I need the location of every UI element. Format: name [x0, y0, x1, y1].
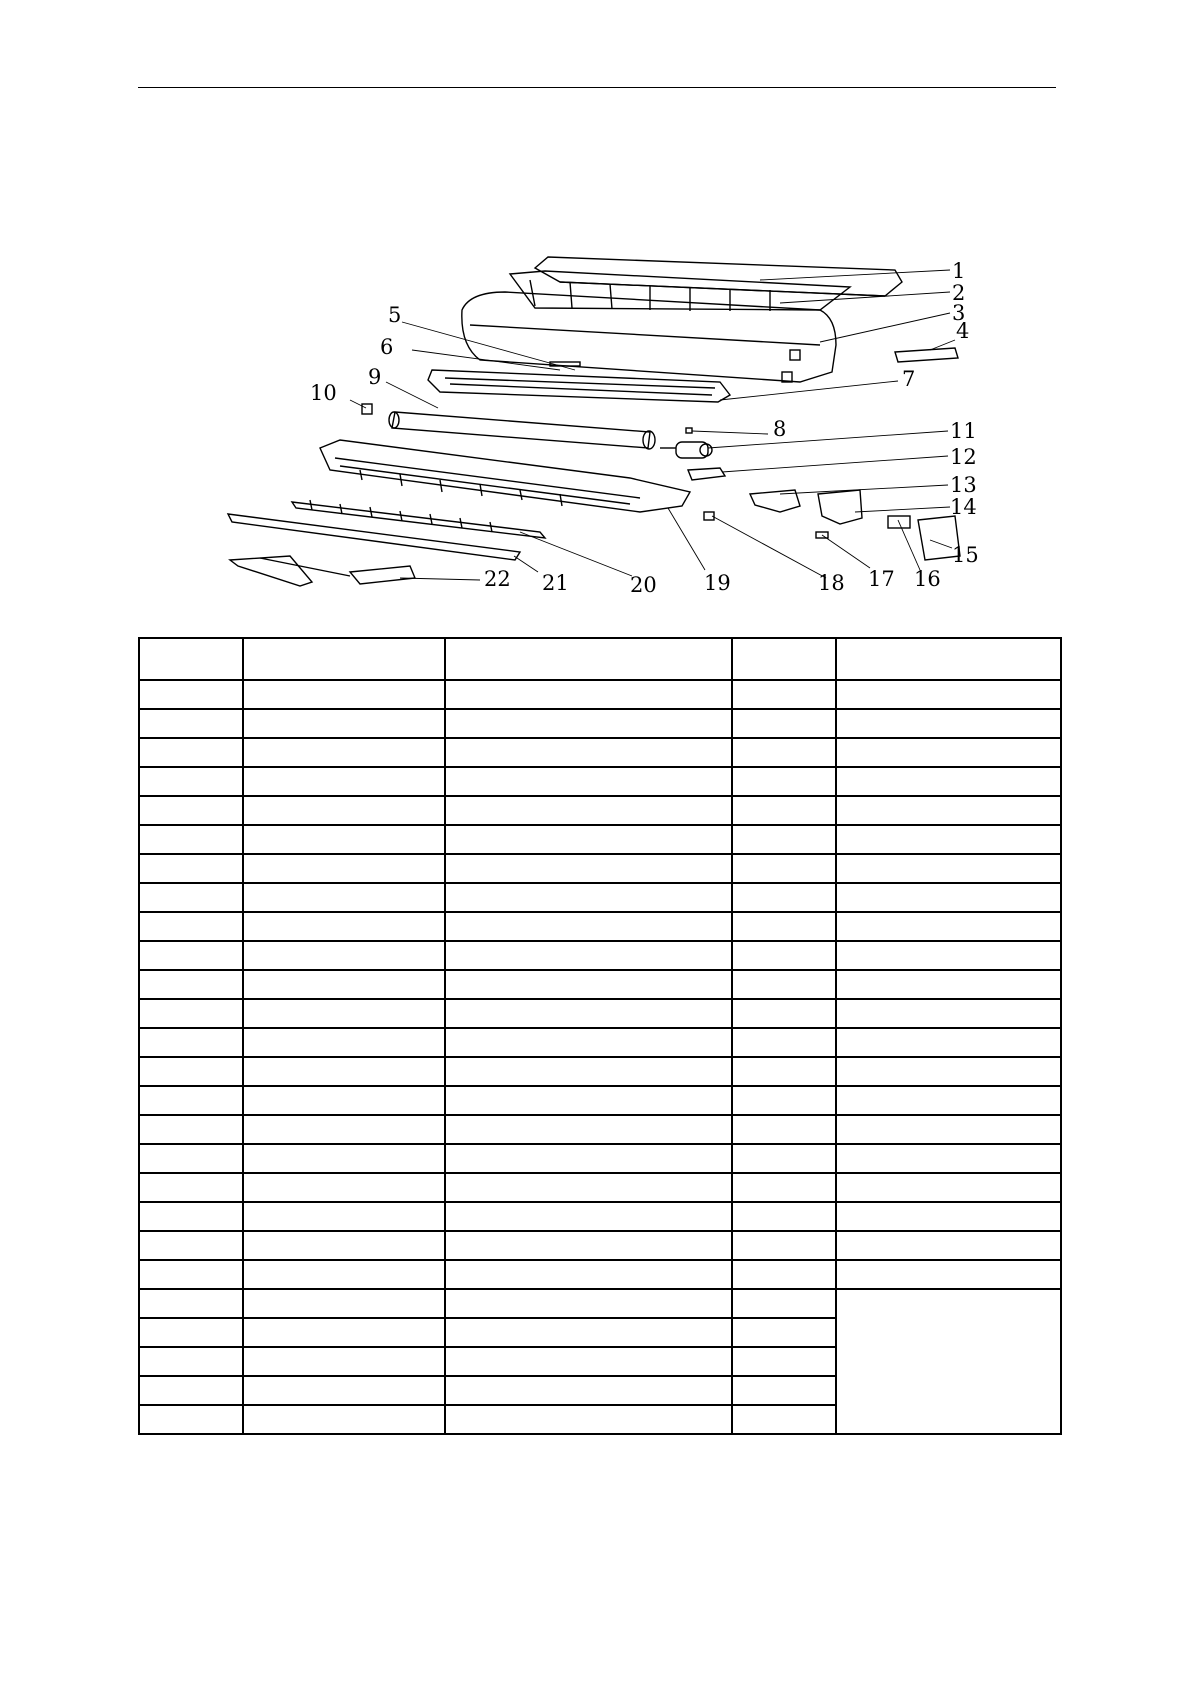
table-cell: [732, 883, 836, 912]
motor-clamp-part: [688, 468, 725, 480]
table-cell: [836, 1173, 1061, 1202]
table-cell: [445, 1028, 732, 1057]
table-cell: [139, 1376, 243, 1405]
table-cell: [243, 1376, 445, 1405]
table-cell: [445, 1318, 732, 1347]
table-cell: [139, 1028, 243, 1057]
table-cell: [243, 1144, 445, 1173]
table-cell: [732, 680, 836, 709]
callout-15: 15: [952, 543, 979, 567]
table-cell: [732, 1289, 836, 1318]
table-cell: [732, 854, 836, 883]
table-cell: [445, 1289, 732, 1318]
callout-11: 11: [950, 419, 977, 443]
table-cell: [445, 1405, 732, 1434]
callout-12: 12: [950, 445, 977, 469]
table-row: [139, 912, 1061, 941]
callout-3: 3: [952, 301, 966, 325]
table-cell: [732, 1173, 836, 1202]
callout-1: 1: [952, 259, 966, 283]
table-cell: [445, 1144, 732, 1173]
table-cell: [836, 999, 1061, 1028]
table-cell: [243, 680, 445, 709]
table-cell: [139, 1405, 243, 1434]
table-cell: [445, 1086, 732, 1115]
table-cell: [836, 680, 1061, 709]
table-cell: [139, 970, 243, 999]
table-cell: [243, 1231, 445, 1260]
table-row: [139, 1173, 1061, 1202]
table-cell: [243, 767, 445, 796]
table-row: [139, 1144, 1061, 1173]
table-cell: [243, 1173, 445, 1202]
table-cell: [732, 825, 836, 854]
table-cell: [836, 941, 1061, 970]
table-cell: [445, 767, 732, 796]
callout-21: 21: [542, 571, 569, 595]
table-cell: [732, 1405, 836, 1434]
table-cell: [732, 999, 836, 1028]
callout-9: 9: [368, 365, 382, 389]
table-cell: [836, 1028, 1061, 1057]
callout-6: 6: [380, 335, 394, 359]
table-cell: [836, 825, 1061, 854]
table-cell: [139, 825, 243, 854]
table-cell: [445, 1347, 732, 1376]
table-cell: [139, 1115, 243, 1144]
callout-4: 4: [956, 319, 970, 343]
table-cell: [139, 854, 243, 883]
table-cell: [732, 709, 836, 738]
leader-lines: [350, 270, 955, 580]
callout-13: 13: [950, 473, 977, 497]
callout-17: 17: [868, 567, 895, 591]
table-cell: [732, 970, 836, 999]
table-cell: [243, 1057, 445, 1086]
callout-8: 8: [773, 417, 787, 441]
table-cell: [836, 883, 1061, 912]
table-cell: [445, 738, 732, 767]
table-row: [139, 854, 1061, 883]
table-cell: [836, 796, 1061, 825]
callout-2: 2: [952, 281, 966, 305]
parts-list-table: [138, 637, 1062, 1435]
table-cell: [836, 854, 1061, 883]
table-cell: [445, 1115, 732, 1144]
table-cell: [139, 767, 243, 796]
table-cell: [445, 680, 732, 709]
table-cell: [445, 638, 732, 680]
table-cell: [139, 1260, 243, 1289]
evaporator-part: [428, 370, 730, 402]
table-cell: [139, 738, 243, 767]
table-row: [139, 767, 1061, 796]
cross-flow-fan-part: [389, 412, 655, 449]
table-cell: [243, 1347, 445, 1376]
table-row: [139, 883, 1061, 912]
table-cell: [732, 738, 836, 767]
table-row: [139, 1028, 1061, 1057]
table-row: [139, 709, 1061, 738]
table-cell: [732, 941, 836, 970]
electric-box-part: [818, 490, 862, 524]
table-cell: [243, 709, 445, 738]
table-cell: [836, 1289, 1061, 1434]
table-row: [139, 1231, 1061, 1260]
table-cell: [445, 999, 732, 1028]
table-cell: [732, 1260, 836, 1289]
table-cell: [732, 1028, 836, 1057]
callout-20: 20: [630, 573, 657, 597]
table-cell: [445, 796, 732, 825]
callout-5: 5: [388, 303, 402, 327]
table-row: [139, 1057, 1061, 1086]
table-row: [139, 680, 1061, 709]
table-cell: [732, 1376, 836, 1405]
table-row: [139, 1115, 1061, 1144]
fan-motor-part: [660, 442, 712, 458]
table-cell: [243, 941, 445, 970]
horizontal-louver-part: [228, 514, 520, 560]
table-cell: [836, 970, 1061, 999]
table-cell: [836, 912, 1061, 941]
table-cell: [445, 709, 732, 738]
table-cell: [139, 1202, 243, 1231]
table-cell: [139, 1144, 243, 1173]
table-cell: [139, 883, 243, 912]
table-cell: [836, 738, 1061, 767]
table-cell: [732, 638, 836, 680]
table-cell: [139, 912, 243, 941]
table-cell: [445, 1057, 732, 1086]
louver-part: [292, 500, 545, 538]
table-row: [139, 970, 1061, 999]
table-cell: [139, 1289, 243, 1318]
table-cell: [445, 912, 732, 941]
table-cell: [732, 1144, 836, 1173]
display-board-part: [895, 348, 958, 362]
table-cell: [445, 1231, 732, 1260]
table-cell: [243, 970, 445, 999]
table-cell: [732, 912, 836, 941]
table-cell: [243, 912, 445, 941]
front-case-part: [462, 292, 836, 382]
callout-14: 14: [950, 495, 977, 519]
table-row: [139, 738, 1061, 767]
table-header-row: [139, 638, 1061, 680]
table-cell: [836, 767, 1061, 796]
table-row: [139, 1086, 1061, 1115]
table-cell: [836, 1144, 1061, 1173]
table-cell: [836, 1260, 1061, 1289]
table-cell: [139, 1173, 243, 1202]
bearing-part: [362, 404, 372, 414]
table-cell: [139, 638, 243, 680]
table-cell: [139, 1231, 243, 1260]
table-cell: [243, 883, 445, 912]
table-cell: [732, 1231, 836, 1260]
callout-10: 10: [310, 381, 337, 405]
table-cell: [139, 709, 243, 738]
table-cell: [445, 941, 732, 970]
table-cell: [139, 1086, 243, 1115]
table-cell: [243, 1115, 445, 1144]
callout-16: 16: [914, 567, 941, 591]
table-cell: [732, 767, 836, 796]
table-cell: [445, 825, 732, 854]
table-row: [139, 825, 1061, 854]
table-cell: [836, 1057, 1061, 1086]
table-cell: [243, 1028, 445, 1057]
table-cell: [732, 1057, 836, 1086]
table-cell: [445, 883, 732, 912]
table-row: [139, 1260, 1061, 1289]
table-cell: [243, 1318, 445, 1347]
table-cell: [139, 941, 243, 970]
table-cell: [243, 1405, 445, 1434]
table-row: [139, 796, 1061, 825]
table-cell: [732, 1115, 836, 1144]
table-cell: [836, 1115, 1061, 1144]
table-cell: [836, 1202, 1061, 1231]
table-cell: [445, 854, 732, 883]
callout-22: 22: [484, 567, 511, 591]
table-cell: [732, 1202, 836, 1231]
table-cell: [732, 1318, 836, 1347]
table-cell: [732, 1347, 836, 1376]
table-cell: [243, 796, 445, 825]
table-cell: [732, 1086, 836, 1115]
table-cell: [139, 796, 243, 825]
table-cell: [243, 1202, 445, 1231]
table-cell: [836, 638, 1061, 680]
table-cell: [243, 1289, 445, 1318]
table-cell: [139, 1057, 243, 1086]
header-rule: [138, 87, 1056, 88]
callout-18: 18: [818, 571, 845, 595]
table-cell: [445, 1173, 732, 1202]
mounting-plate-part: [230, 556, 415, 586]
table-row: [139, 999, 1061, 1028]
table-cell: [243, 1086, 445, 1115]
table-row: [139, 941, 1061, 970]
table-cell: [445, 1376, 732, 1405]
callout-19: 19: [704, 571, 731, 595]
table-cell: [243, 638, 445, 680]
table-row: [139, 1289, 1061, 1318]
table-cell: [139, 1347, 243, 1376]
table-cell: [243, 999, 445, 1028]
filter-part: [510, 271, 850, 311]
table-cell: [139, 999, 243, 1028]
clip-part: [686, 428, 692, 433]
table-cell: [836, 1231, 1061, 1260]
table-cell: [139, 680, 243, 709]
table-cell: [445, 970, 732, 999]
table-cell: [243, 825, 445, 854]
table-cell: [836, 1086, 1061, 1115]
exploded-view-diagram: [0, 230, 1190, 610]
callout-7: 7: [902, 367, 916, 391]
chassis-part: [320, 440, 690, 512]
table-cell: [243, 738, 445, 767]
table-row: [139, 1202, 1061, 1231]
table-cell: [732, 796, 836, 825]
table-cell: [445, 1202, 732, 1231]
table-cell: [139, 1318, 243, 1347]
table-cell: [243, 1260, 445, 1289]
table-cell: [243, 854, 445, 883]
table-cell: [836, 709, 1061, 738]
table-cell: [445, 1260, 732, 1289]
